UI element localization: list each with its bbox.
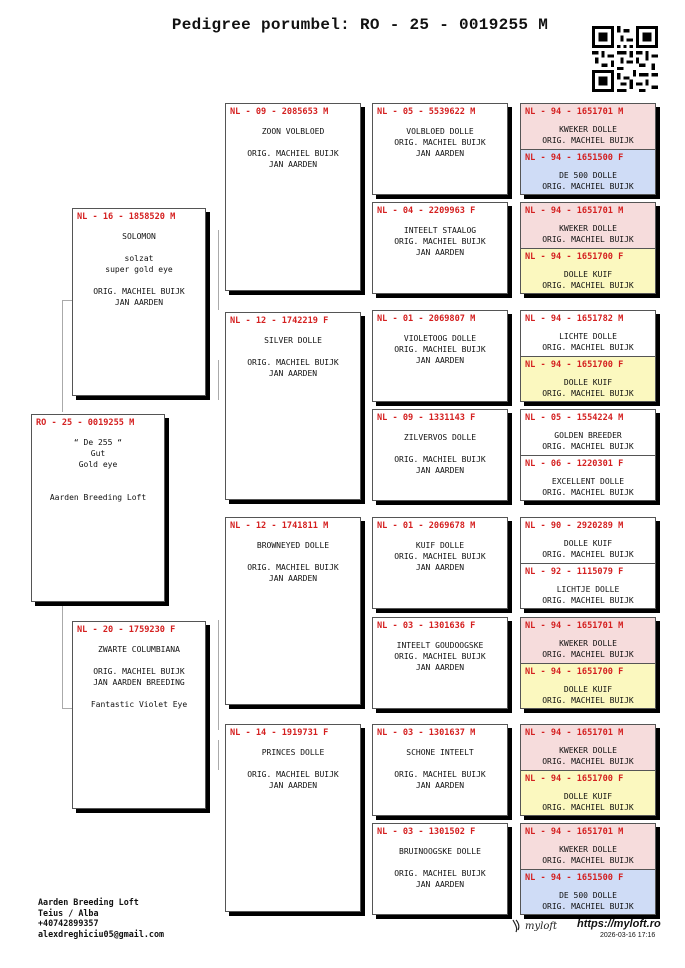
card-line: BROWNEYED DOLLE (256, 541, 330, 550)
grandparent-card[interactable] (225, 517, 361, 705)
ancestor-entry[interactable] (521, 410, 655, 455)
gen4-card (520, 724, 656, 816)
grandparent-card[interactable] (225, 312, 361, 500)
card-line: ORIG. MACHIEL BUIJK (542, 902, 634, 911)
card-line: JAN AARDEN (415, 149, 465, 158)
card-line: ORIG. MACHIEL BUIJK (542, 650, 634, 659)
card-line: JAN AARDEN (268, 369, 318, 378)
ring-number: NL - 94 - 1651701 M (525, 621, 624, 631)
qr-code (592, 26, 658, 92)
great-grandparent-card[interactable] (372, 724, 508, 816)
card-line: JAN AARDEN (268, 781, 318, 790)
ancestor-entry[interactable] (521, 104, 655, 149)
website-link[interactable]: https://myloft.ro (577, 918, 661, 930)
phone-number: +40742899357 (38, 918, 99, 928)
ancestor-entry[interactable] (521, 824, 655, 869)
card-line: JAN AARDEN (415, 781, 465, 790)
ring-number: NL - 94 - 1651500 F (525, 153, 624, 163)
ring-number: NL - 94 - 1651701 M (525, 827, 624, 837)
card-line: ORIG. MACHIEL BUIJK (394, 869, 486, 878)
card-line: ORIG. MACHIEL BUIJK (394, 770, 486, 779)
card-line: ORIG. MACHIEL BUIJK (247, 149, 339, 158)
ring-number: NL - 94 - 1651701 M (525, 728, 624, 738)
gen4-card (520, 517, 656, 609)
card-line: ORIG. MACHIEL BUIJK (394, 345, 486, 354)
ancestor-entry[interactable] (521, 149, 655, 195)
ancestor-entry[interactable] (521, 618, 655, 663)
card-line: Gold eye (78, 460, 118, 469)
ring-number: NL - 92 - 1115079 F (525, 567, 624, 577)
card-line: JAN AARDEN BREEDING (93, 678, 185, 687)
card-line: DOLLE KUIF (563, 685, 613, 694)
card-line: KWEKER DOLLE (559, 639, 617, 648)
card-line: ORIG. MACHIEL BUIJK (394, 138, 486, 147)
ring-number: NL - 12 - 1742219 F (230, 316, 329, 326)
connector-line (218, 620, 219, 730)
card-line: ORIG. MACHIEL BUIJK (542, 488, 634, 497)
ancestor-entry[interactable] (521, 563, 655, 609)
ancestor-entry[interactable] (521, 869, 655, 915)
card-line: GOLDEN BREEDER (554, 431, 622, 440)
ring-number: NL - 05 - 1554224 M (525, 413, 624, 423)
card-line: super gold eye (105, 265, 173, 274)
card-line: Gut (90, 449, 106, 458)
card-line (32, 470, 164, 481)
loft-name: Aarden Breeding Loft (38, 897, 139, 907)
ring-number: NL - 05 - 5539622 M (377, 107, 476, 117)
gen4-card (520, 103, 656, 195)
card-line: VOLBLOED DOLLE (406, 127, 474, 136)
ancestor-entry[interactable] (521, 203, 655, 248)
ring-number: NL - 94 - 1651700 F (525, 360, 624, 370)
gen4-card (520, 617, 656, 709)
card-line: JAN AARDEN (415, 466, 465, 475)
card-line: JAN AARDEN (114, 298, 164, 307)
ancestor-entry[interactable] (521, 518, 655, 563)
ring-number: NL - 20 - 1759230 F (77, 625, 176, 635)
print-date: 2026-03-16 17:16 (600, 932, 656, 939)
card-line: INTEELT STAALOG (403, 226, 477, 235)
ring-number: NL - 94 - 1651700 F (525, 667, 624, 677)
grandparent-card[interactable] (225, 103, 361, 291)
card-line: VIOLETOOG DOLLE (403, 334, 477, 343)
card-line: JAN AARDEN (415, 663, 465, 672)
connector-line (62, 300, 63, 412)
myloft-logo (510, 916, 566, 934)
card-line: Fantastic Violet Eye (90, 700, 188, 709)
card-line: LICHTJE DOLLE (556, 585, 620, 594)
ring-number: NL - 01 - 2069807 M (377, 314, 476, 324)
ring-number: NL - 04 - 2209963 F (377, 206, 476, 216)
ring-number: NL - 03 - 1301502 F (377, 827, 476, 837)
card-line: JAN AARDEN (268, 160, 318, 169)
card-line: ORIG. MACHIEL BUIJK (394, 455, 486, 464)
card-line: ORIG. MACHIEL BUIJK (247, 770, 339, 779)
card-line: ORIG. MACHIEL BUIJK (542, 182, 634, 191)
card-line: JAN AARDEN (268, 574, 318, 583)
card-line: ORIG. MACHIEL BUIJK (542, 550, 634, 559)
ancestor-entry[interactable] (521, 455, 655, 501)
ring-number: NL - 94 - 1651701 M (525, 107, 624, 117)
card-line: KUIF DOLLE (415, 541, 465, 550)
great-grandparent-card[interactable] (372, 823, 508, 915)
ring-number: NL - 03 - 1301636 F (377, 621, 476, 631)
ring-number: NL - 03 - 1301637 M (377, 728, 476, 738)
card-line: ORIG. MACHIEL BUIJK (394, 652, 486, 661)
great-grandparent-card[interactable] (372, 310, 508, 402)
loft-location: Teius / Alba (38, 907, 99, 918)
ring-number: NL - 94 - 1651500 F (525, 873, 624, 883)
card-line: DOLLE KUIF (563, 792, 613, 801)
ring-number: RO - 25 - 0019255 M (36, 418, 135, 428)
card-line: ZWARTE COLUMBIANA (98, 645, 180, 654)
ring-number: NL - 12 - 1741811 M (230, 521, 329, 531)
connector-line (218, 230, 219, 310)
card-line: ORIG. MACHIEL BUIJK (542, 856, 634, 865)
card-line: solzat (124, 254, 154, 263)
ancestor-entry[interactable] (521, 663, 655, 709)
ring-number: NL - 01 - 2069678 M (377, 521, 476, 531)
subject-card[interactable] (31, 414, 165, 602)
card-line: “ De 255 “ (73, 438, 123, 447)
card-line: DOLLE KUIF (563, 270, 613, 279)
card-line: ORIG. MACHIEL BUIJK (542, 343, 634, 352)
card-line: JAN AARDEN (415, 880, 465, 889)
card-line: ORIG. MACHIEL BUIJK (93, 287, 185, 296)
logo-text: myloft (525, 921, 558, 932)
ancestor-entry[interactable] (521, 725, 655, 770)
great-grandparent-card[interactable] (372, 202, 508, 294)
card-line: JAN AARDEN (415, 563, 465, 572)
ring-number: NL - 14 - 1919731 F (230, 728, 329, 738)
gen4-card (520, 310, 656, 402)
card-line: SOLOMON (122, 232, 156, 241)
card-line: DOLLE KUIF (563, 539, 613, 548)
card-line: LICHTE DOLLE (559, 332, 617, 341)
card-line: ORIG. MACHIEL BUIJK (542, 696, 634, 705)
card-line: SCHONE INTEELT (406, 748, 474, 757)
card-line: ORIG. MACHIEL BUIJK (542, 442, 634, 451)
ring-number: NL - 06 - 1220301 F (525, 459, 624, 469)
card-line: INTEELT GOUDOOGSKE (396, 641, 484, 650)
great-grandparent-card[interactable] (372, 409, 508, 501)
card-line: SILVER DOLLE (264, 336, 322, 345)
card-line: EXCELLENT DOLLE (551, 477, 625, 486)
card-line: BRUINOOGSKE DOLLE (399, 847, 481, 856)
dam-card[interactable] (72, 621, 206, 809)
card-line: ORIG. MACHIEL BUIJK (542, 389, 634, 398)
ring-number: NL - 94 - 1651700 F (525, 774, 624, 784)
card-line: PRINCES DOLLE (261, 748, 325, 757)
gen4-card (520, 202, 656, 294)
ring-number: NL - 90 - 2920289 M (525, 521, 624, 531)
card-line: ORIG. MACHIEL BUIJK (542, 136, 634, 145)
card-line: KWEKER DOLLE (559, 224, 617, 233)
connector-line (62, 604, 63, 708)
card-line: DE 500 DOLLE (559, 891, 617, 900)
ring-number: NL - 94 - 1651701 M (525, 206, 624, 216)
card-line: ORIG. MACHIEL BUIJK (542, 803, 634, 812)
ring-number: NL - 16 - 1858520 M (77, 212, 176, 222)
ring-number: NL - 94 - 1651782 M (525, 314, 624, 324)
card-line: KWEKER DOLLE (559, 746, 617, 755)
card-line: ORIG. MACHIEL BUIJK (542, 281, 634, 290)
card-line: ORIG. MACHIEL BUIJK (247, 563, 339, 572)
grandparent-card[interactable] (225, 724, 361, 912)
card-line: JAN AARDEN (415, 356, 465, 365)
card-line: ORIG. MACHIEL BUIJK (542, 596, 634, 605)
ancestor-entry[interactable] (521, 311, 655, 356)
footer-contact (38, 897, 164, 939)
card-line: ZOON VOLBLOED (261, 127, 325, 136)
card-line: DE 500 DOLLE (559, 171, 617, 180)
card-line: ORIG. MACHIEL BUIJK (542, 235, 634, 244)
great-grandparent-card[interactable] (372, 517, 508, 609)
connector-line (218, 740, 219, 770)
page-title: Pedigree porumbel: RO - 25 - 0019255 M (171, 16, 549, 34)
gen4-card (520, 409, 656, 501)
sire-card[interactable] (72, 208, 206, 396)
card-line: DOLLE KUIF (563, 378, 613, 387)
card-line: JAN AARDEN (415, 248, 465, 257)
gen4-card (520, 823, 656, 915)
ancestor-entry[interactable] (521, 356, 655, 402)
card-line: KWEKER DOLLE (559, 125, 617, 134)
card-line: ORIG. MACHIEL BUIJK (247, 358, 339, 367)
card-line: ORIG. MACHIEL BUIJK (542, 757, 634, 766)
ring-number: NL - 94 - 1651700 F (525, 252, 624, 262)
card-line: KWEKER DOLLE (559, 845, 617, 854)
ring-number: NL - 09 - 2085653 M (230, 107, 329, 117)
card-line: ORIG. MACHIEL BUIJK (394, 237, 486, 246)
ring-number: NL - 09 - 1331143 F (377, 413, 476, 423)
great-grandparent-card[interactable] (372, 617, 508, 709)
card-line: ORIG. MACHIEL BUIJK (394, 552, 486, 561)
email-address: alexdreghiciu05@gmail.com (38, 928, 165, 939)
connector-line (218, 360, 219, 400)
great-grandparent-card[interactable] (372, 103, 508, 195)
card-line: ORIG. MACHIEL BUIJK (93, 667, 185, 676)
card-line: Aarden Breeding Loft (49, 493, 147, 502)
ancestor-entry[interactable] (521, 248, 655, 294)
ancestor-entry[interactable] (521, 770, 655, 816)
card-line: ZILVERVOS DOLLE (403, 433, 477, 442)
